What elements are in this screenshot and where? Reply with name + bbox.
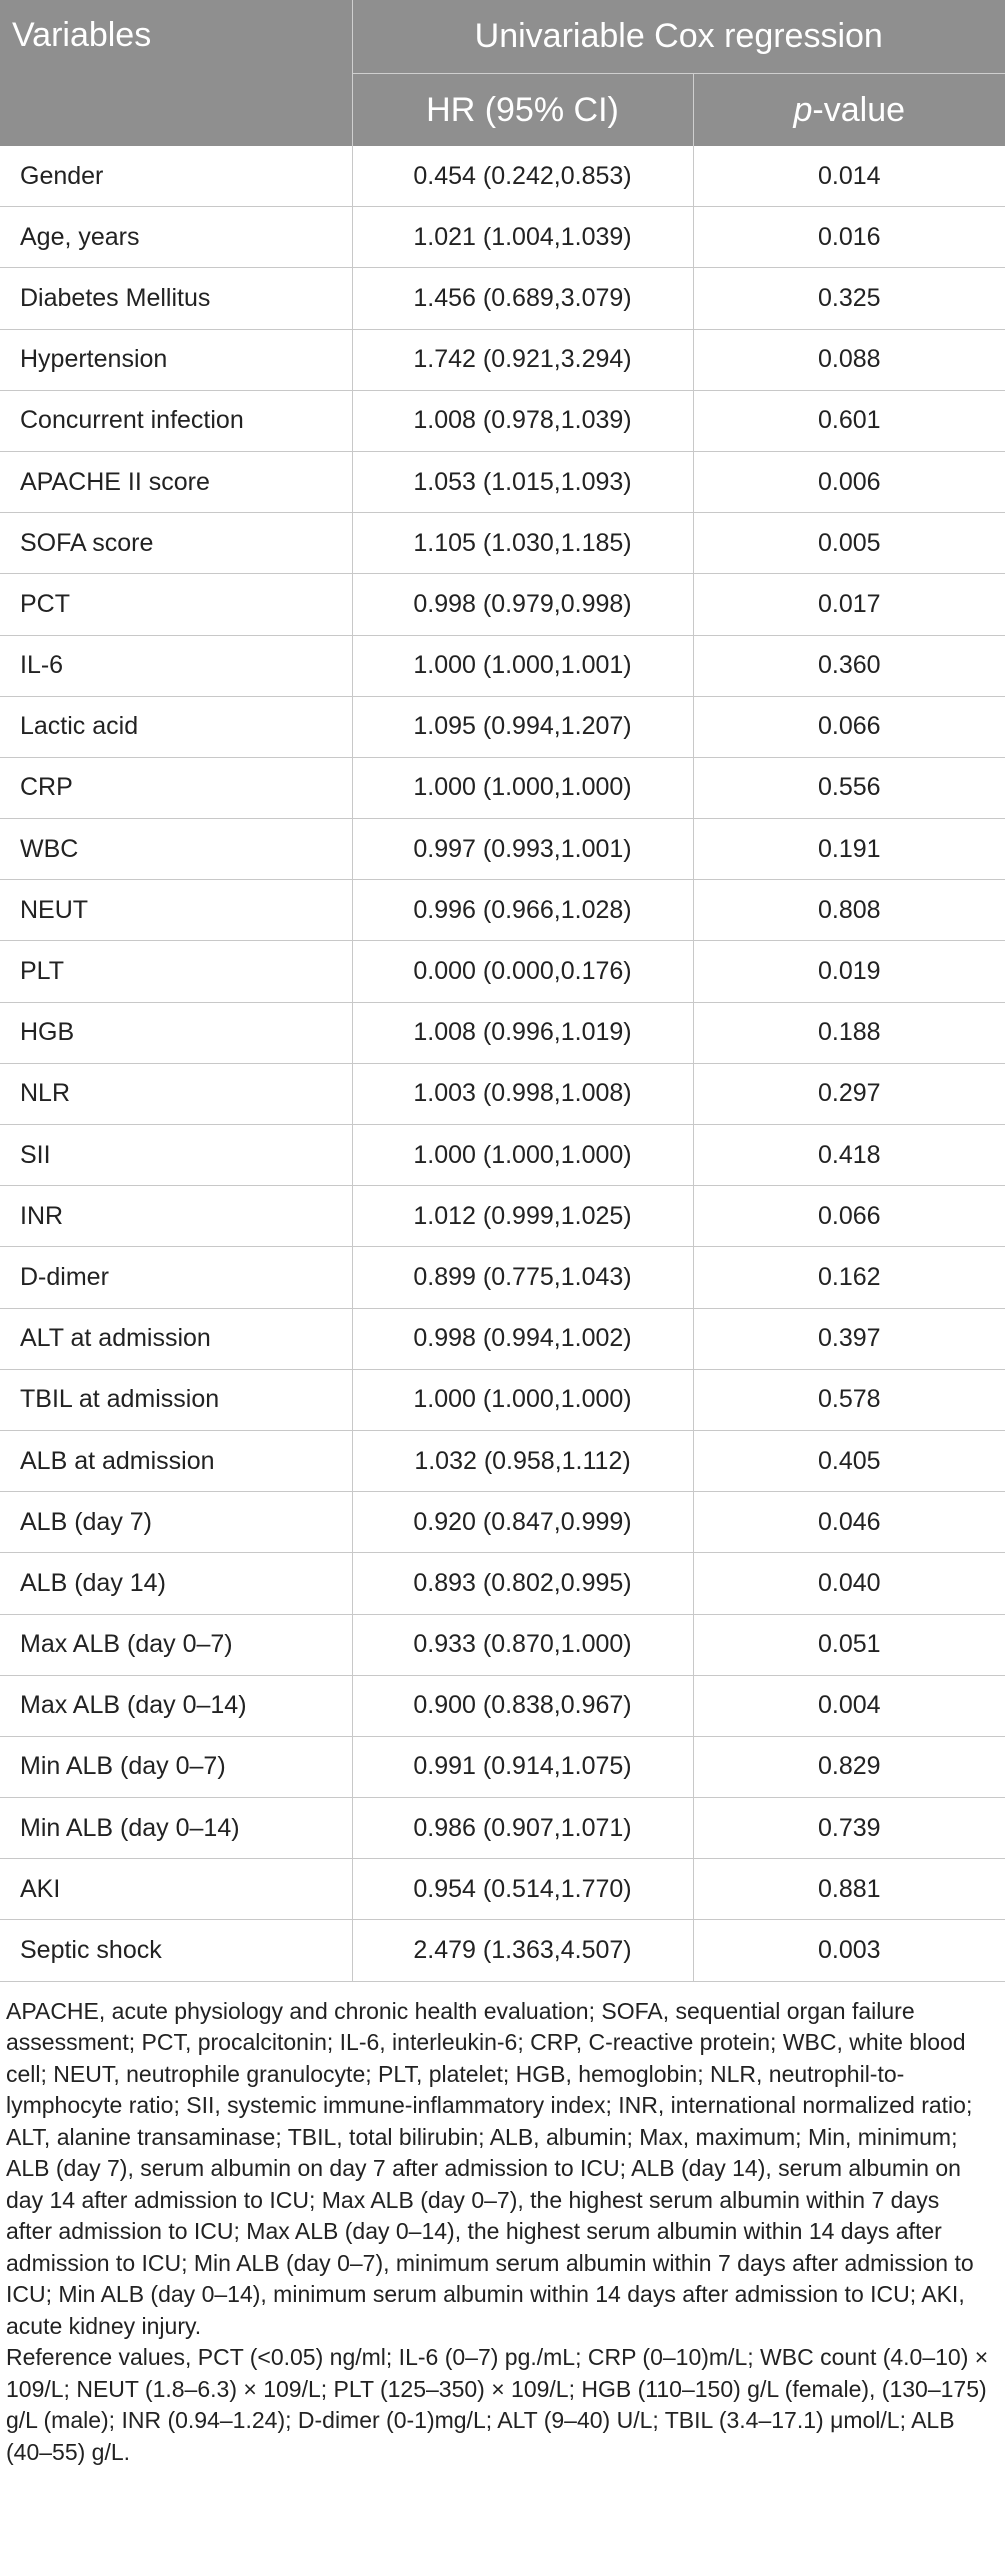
p-value-cell: 0.066 bbox=[693, 1186, 1005, 1247]
hr-cell: 1.000 (1.000,1.000) bbox=[352, 1125, 693, 1186]
variable-cell: Age, years bbox=[0, 207, 352, 268]
table-row bbox=[0, 1675, 1005, 1736]
p-value-cell: 0.051 bbox=[693, 1614, 1005, 1675]
hr-cell: 1.021 (1.004,1.039) bbox=[352, 207, 693, 268]
table-row bbox=[0, 207, 1005, 268]
p-value-cell: 0.017 bbox=[693, 574, 1005, 635]
p-value-cell: 0.325 bbox=[693, 268, 1005, 329]
p-value-cell: 0.881 bbox=[693, 1859, 1005, 1920]
hr-cell: 1.000 (1.000,1.000) bbox=[352, 757, 693, 818]
hr-cell: 0.997 (0.993,1.001) bbox=[352, 819, 693, 880]
hr-cell: 0.900 (0.838,0.967) bbox=[352, 1675, 693, 1736]
table-row bbox=[0, 1920, 1005, 1981]
hr-cell: 1.053 (1.015,1.093) bbox=[352, 451, 693, 512]
variable-cell: WBC bbox=[0, 819, 352, 880]
table-row bbox=[0, 1736, 1005, 1797]
hr-cell: 0.920 (0.847,0.999) bbox=[352, 1492, 693, 1553]
table-row bbox=[0, 1247, 1005, 1308]
hr-header: HR (95% CI) bbox=[352, 74, 693, 147]
table-row bbox=[0, 146, 1005, 207]
variable-cell: Gender bbox=[0, 146, 352, 207]
variables-header: Variables bbox=[0, 0, 352, 146]
p-value-cell: 0.046 bbox=[693, 1492, 1005, 1553]
variable-cell: NEUT bbox=[0, 880, 352, 941]
p-value-header-suffix: -value bbox=[812, 90, 906, 129]
hr-cell: 0.893 (0.802,0.995) bbox=[352, 1553, 693, 1614]
table-footnote bbox=[0, 1982, 1005, 2469]
hr-cell: 1.456 (0.689,3.079) bbox=[352, 268, 693, 329]
p-value-cell: 0.191 bbox=[693, 819, 1005, 880]
table-row bbox=[0, 819, 1005, 880]
variable-cell: Concurrent infection bbox=[0, 390, 352, 451]
p-value-cell: 0.006 bbox=[693, 451, 1005, 512]
p-value-cell: 0.297 bbox=[693, 1063, 1005, 1124]
p-value-cell: 0.088 bbox=[693, 329, 1005, 390]
hr-cell: 1.008 (0.978,1.039) bbox=[352, 390, 693, 451]
p-value-cell: 0.418 bbox=[693, 1125, 1005, 1186]
variable-cell: ALB (day 7) bbox=[0, 1492, 352, 1553]
variable-cell: PCT bbox=[0, 574, 352, 635]
p-value-cell: 0.019 bbox=[693, 941, 1005, 1002]
p-value-cell: 0.014 bbox=[693, 146, 1005, 207]
p-value-cell: 0.601 bbox=[693, 390, 1005, 451]
hr-cell: 0.899 (0.775,1.043) bbox=[352, 1247, 693, 1308]
cox-group-header: Univariable Cox regression bbox=[352, 0, 1005, 74]
hr-cell: 0.986 (0.907,1.071) bbox=[352, 1798, 693, 1859]
hr-cell: 0.454 (0.242,0.853) bbox=[352, 146, 693, 207]
table-row bbox=[0, 880, 1005, 941]
variable-cell: Min ALB (day 0–7) bbox=[0, 1736, 352, 1797]
p-value-cell: 0.162 bbox=[693, 1247, 1005, 1308]
table-row bbox=[0, 1063, 1005, 1124]
table-row bbox=[0, 696, 1005, 757]
hr-cell: 1.003 (0.998,1.008) bbox=[352, 1063, 693, 1124]
variable-cell: ALT at admission bbox=[0, 1308, 352, 1369]
table-row bbox=[0, 1614, 1005, 1675]
variable-cell: IL-6 bbox=[0, 635, 352, 696]
table-row bbox=[0, 451, 1005, 512]
hr-cell: 0.996 (0.966,1.028) bbox=[352, 880, 693, 941]
variable-cell: APACHE II score bbox=[0, 451, 352, 512]
p-value-cell: 0.397 bbox=[693, 1308, 1005, 1369]
variable-cell: CRP bbox=[0, 757, 352, 818]
hr-cell: 0.998 (0.994,1.002) bbox=[352, 1308, 693, 1369]
variable-cell: Max ALB (day 0–7) bbox=[0, 1614, 352, 1675]
footnote-reference-values: Reference values, PCT (<0.05) ng/ml; IL-6 (0–7) pg./mL; CRP (0–10)m/L; WBC count (4.0–10) × 109/L; NEUT (1.8–6.3) × 109/L; PLT (125–350) × 109/L; HGB (110–150) g/L (female), (130–175) g/L (male); INR (0.94–1.24); D-dimer (0-1)mg/L; ALT (9–40) U/L; TBIL (3.4–17.1) μmol/L; ALB (40–55) g/L. bbox=[6, 2344, 989, 2465]
variable-cell: HGB bbox=[0, 1002, 352, 1063]
table-row bbox=[0, 635, 1005, 696]
variable-cell: D-dimer bbox=[0, 1247, 352, 1308]
p-value-cell: 0.360 bbox=[693, 635, 1005, 696]
table-row bbox=[0, 1308, 1005, 1369]
p-value-cell: 0.040 bbox=[693, 1553, 1005, 1614]
table-row bbox=[0, 1859, 1005, 1920]
table-row bbox=[0, 1002, 1005, 1063]
hr-cell: 1.032 (0.958,1.112) bbox=[352, 1430, 693, 1491]
table-row bbox=[0, 574, 1005, 635]
variable-cell: SII bbox=[0, 1125, 352, 1186]
table-row bbox=[0, 329, 1005, 390]
table-row bbox=[0, 1492, 1005, 1553]
variable-cell: AKI bbox=[0, 1859, 352, 1920]
hr-cell: 1.012 (0.999,1.025) bbox=[352, 1186, 693, 1247]
p-value-cell: 0.003 bbox=[693, 1920, 1005, 1981]
variable-cell: Lactic acid bbox=[0, 696, 352, 757]
table-body bbox=[0, 146, 1005, 1981]
hr-cell: 2.479 (1.363,4.507) bbox=[352, 1920, 693, 1981]
table-row bbox=[0, 1369, 1005, 1430]
variable-cell: Min ALB (day 0–14) bbox=[0, 1798, 352, 1859]
table-header bbox=[0, 0, 1005, 146]
p-value-cell: 0.405 bbox=[693, 1430, 1005, 1491]
p-value-cell: 0.066 bbox=[693, 696, 1005, 757]
table-row bbox=[0, 1186, 1005, 1247]
hr-cell: 1.095 (0.994,1.207) bbox=[352, 696, 693, 757]
table-row bbox=[0, 1798, 1005, 1859]
variable-cell: SOFA score bbox=[0, 513, 352, 574]
p-value-header-p: p bbox=[793, 90, 813, 129]
variable-cell: Hypertension bbox=[0, 329, 352, 390]
table-row bbox=[0, 390, 1005, 451]
hr-cell: 0.933 (0.870,1.000) bbox=[352, 1614, 693, 1675]
p-value-cell: 0.739 bbox=[693, 1798, 1005, 1859]
variable-cell: TBIL at admission bbox=[0, 1369, 352, 1430]
p-value-cell: 0.829 bbox=[693, 1736, 1005, 1797]
hr-cell: 0.000 (0.000,0.176) bbox=[352, 941, 693, 1002]
variable-cell: Max ALB (day 0–14) bbox=[0, 1675, 352, 1736]
variable-cell: INR bbox=[0, 1186, 352, 1247]
hr-cell: 1.105 (1.030,1.185) bbox=[352, 513, 693, 574]
variable-cell: Diabetes Mellitus bbox=[0, 268, 352, 329]
p-value-cell: 0.808 bbox=[693, 880, 1005, 941]
p-value-cell: 0.005 bbox=[693, 513, 1005, 574]
p-value-cell: 0.578 bbox=[693, 1369, 1005, 1430]
hr-cell: 1.008 (0.996,1.019) bbox=[352, 1002, 693, 1063]
variable-cell: PLT bbox=[0, 941, 352, 1002]
p-value-header bbox=[693, 74, 1005, 147]
table-row bbox=[0, 941, 1005, 1002]
hr-cell: 1.742 (0.921,3.294) bbox=[352, 329, 693, 390]
table-row bbox=[0, 1553, 1005, 1614]
table-row bbox=[0, 1125, 1005, 1186]
table-row bbox=[0, 1430, 1005, 1491]
hr-cell: 0.998 (0.979,0.998) bbox=[352, 574, 693, 635]
footnote-abbreviations: APACHE, acute physiology and chronic health evaluation; SOFA, sequential organ failure assessment; PCT, procalcitonin; IL-6, interleukin-6; CRP, C-reactive protein; WBC, white blood cell; NEUT, neutrophile granulocyte; PLT, platelet; HGB, hemoglobin; NLR, neutrophil-to-lymphocyte ratio; SII, systemic immune-inflammatory index; INR, international normalized ratio; ALT, alanine transaminase; TBIL, total bilirubin; ALB, albumin; Max, maximum; Min, minimum; ALB (day 7), serum albumin on day 7 after admission to ICU; ALB (day 14), serum albumin on day 14 after admission to ICU; Max ALB (day 0–7), the highest serum albumin within 7 days after admission to ICU; Max ALB (day 0–14), the highest serum albumin within 14 days after admission to ICU; Min ALB (day 0–7), minimum serum albumin within 7 days after admission to ICU; Min ALB (day 0–14), minimum serum albumin within 14 days after admission to ICU; AKI, acute kidney injury. bbox=[6, 1997, 974, 2339]
hr-cell: 1.000 (1.000,1.000) bbox=[352, 1369, 693, 1430]
variable-cell: ALB at admission bbox=[0, 1430, 352, 1491]
hr-cell: 0.954 (0.514,1.770) bbox=[352, 1859, 693, 1920]
p-value-cell: 0.556 bbox=[693, 757, 1005, 818]
p-value-cell: 0.016 bbox=[693, 207, 1005, 268]
p-value-cell: 0.188 bbox=[693, 1002, 1005, 1063]
hr-cell: 0.991 (0.914,1.075) bbox=[352, 1736, 693, 1797]
table-row bbox=[0, 268, 1005, 329]
variable-cell: NLR bbox=[0, 1063, 352, 1124]
p-value-cell: 0.004 bbox=[693, 1675, 1005, 1736]
table-row bbox=[0, 757, 1005, 818]
table-row bbox=[0, 513, 1005, 574]
hr-cell: 1.000 (1.000,1.001) bbox=[352, 635, 693, 696]
variable-cell: ALB (day 14) bbox=[0, 1553, 352, 1614]
variable-cell: Septic shock bbox=[0, 1920, 352, 1981]
